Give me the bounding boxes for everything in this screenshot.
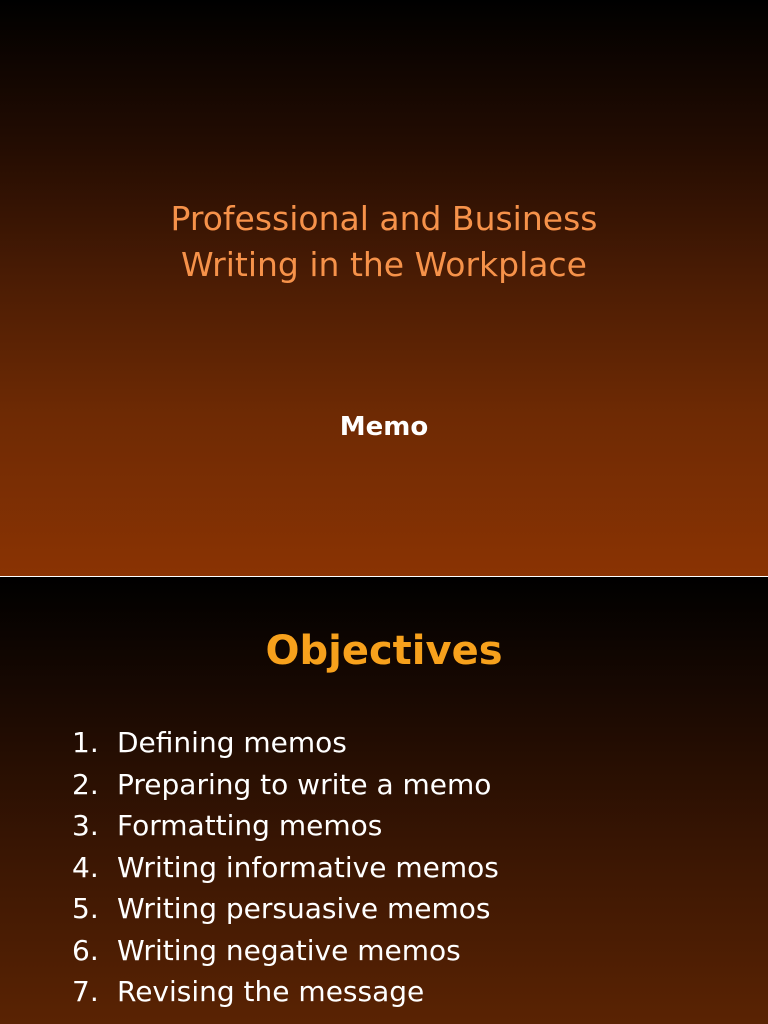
list-item-text: Writing informative memos bbox=[117, 850, 499, 884]
list-item-text: Revising the message bbox=[117, 975, 425, 1008]
list-item-text: Formatting memos bbox=[117, 809, 383, 842]
list-item-number: 7. bbox=[72, 975, 99, 1008]
objectives-title: Objectives bbox=[265, 628, 503, 674]
slide-title bbox=[0, 196, 768, 288]
list-item bbox=[72, 888, 499, 930]
slide-title-line-1: Professional and Business bbox=[170, 199, 598, 238]
list-item bbox=[72, 764, 499, 806]
list-item-text: Preparing to write a memo bbox=[117, 767, 492, 801]
list-item bbox=[72, 847, 499, 889]
list-item bbox=[72, 930, 499, 972]
list-item bbox=[72, 971, 499, 1013]
list-item-number: 4. bbox=[72, 850, 99, 884]
list-item-text: Defining memos bbox=[117, 726, 347, 759]
list-item-number: 5. bbox=[72, 892, 99, 925]
list-item-text: Writing negative memos bbox=[117, 933, 461, 967]
list-item-number: 1. bbox=[72, 726, 99, 759]
slide-subtitle: Memo bbox=[339, 412, 429, 442]
objectives-list bbox=[72, 722, 499, 1013]
list-item-text: Writing persuasive memos bbox=[117, 892, 491, 925]
slide-title-line-2: Writing in the Workplace bbox=[181, 245, 587, 284]
list-item-number: 3. bbox=[72, 809, 99, 842]
list-item-number: 2. bbox=[72, 767, 99, 801]
objectives-slide bbox=[0, 577, 768, 1024]
list-item bbox=[72, 722, 499, 764]
list-item-number: 6. bbox=[72, 933, 99, 967]
list-item bbox=[72, 805, 499, 847]
